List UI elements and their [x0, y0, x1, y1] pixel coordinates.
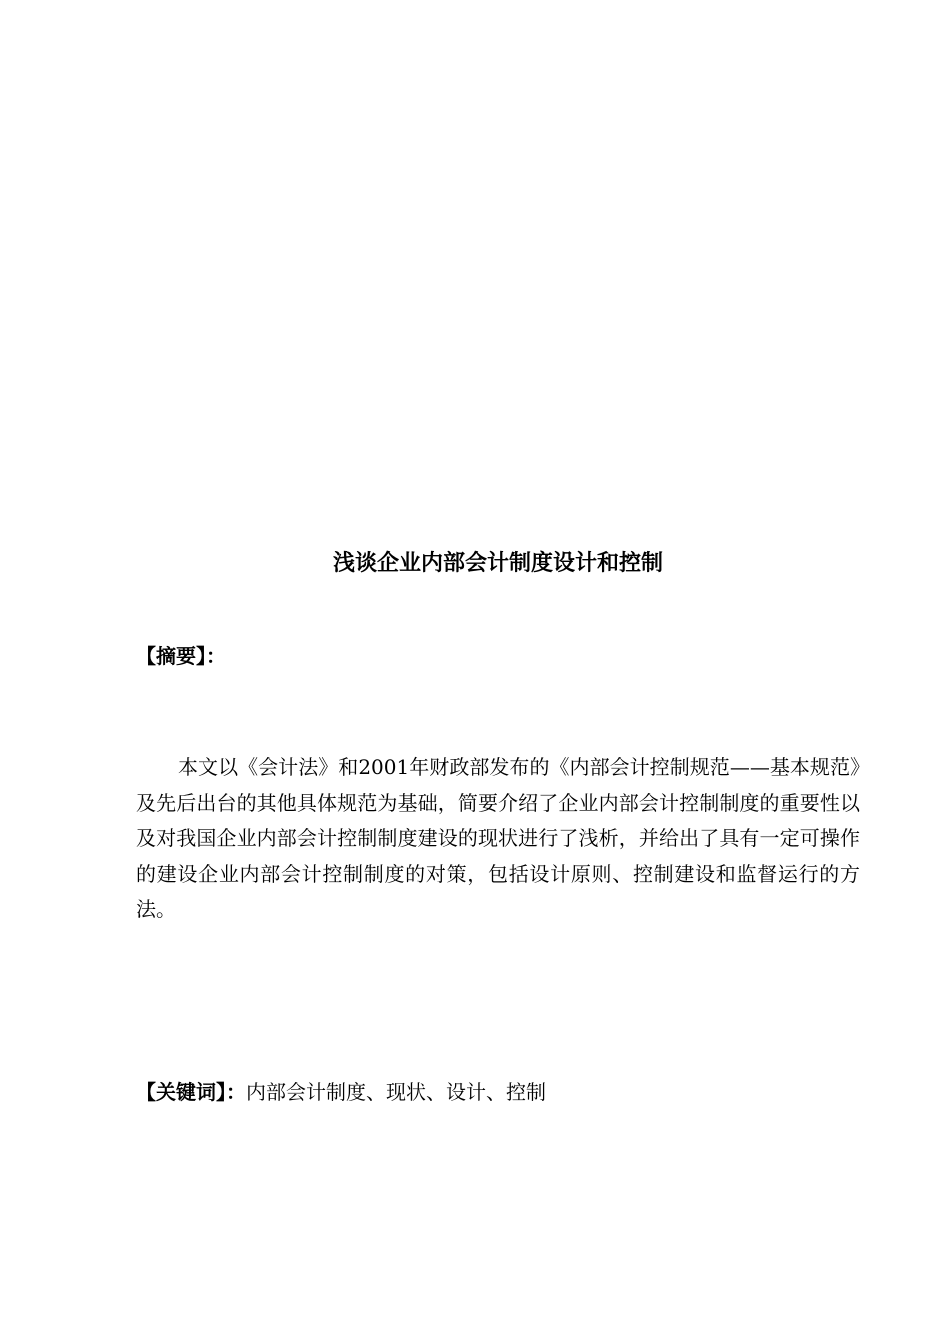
abstract-body: 本文以《会计法》和2001年财政部发布的《内部会计控制规范——基本规范》及先后出台的其他具体规范为基础，简要介绍了企业内部会计控制制度的重要性以及对我国企业内部会计控制制度建设的现状进行了浅析，并给出了具有一定可操作的建设企业内部会计控制制度的对策，包括设计原则、控制建设和监督运行的方法。 [136, 755, 860, 921]
abstract-heading: 【摘要】： [136, 644, 226, 668]
keywords-value: 内部会计制度、现状、设计、控制 [246, 1080, 546, 1104]
keywords-label: 【关键词】： [136, 1080, 246, 1104]
keywords-line [136, 1077, 546, 1107]
document-title: 浅谈企业内部会计制度设计和控制 [332, 551, 663, 576]
